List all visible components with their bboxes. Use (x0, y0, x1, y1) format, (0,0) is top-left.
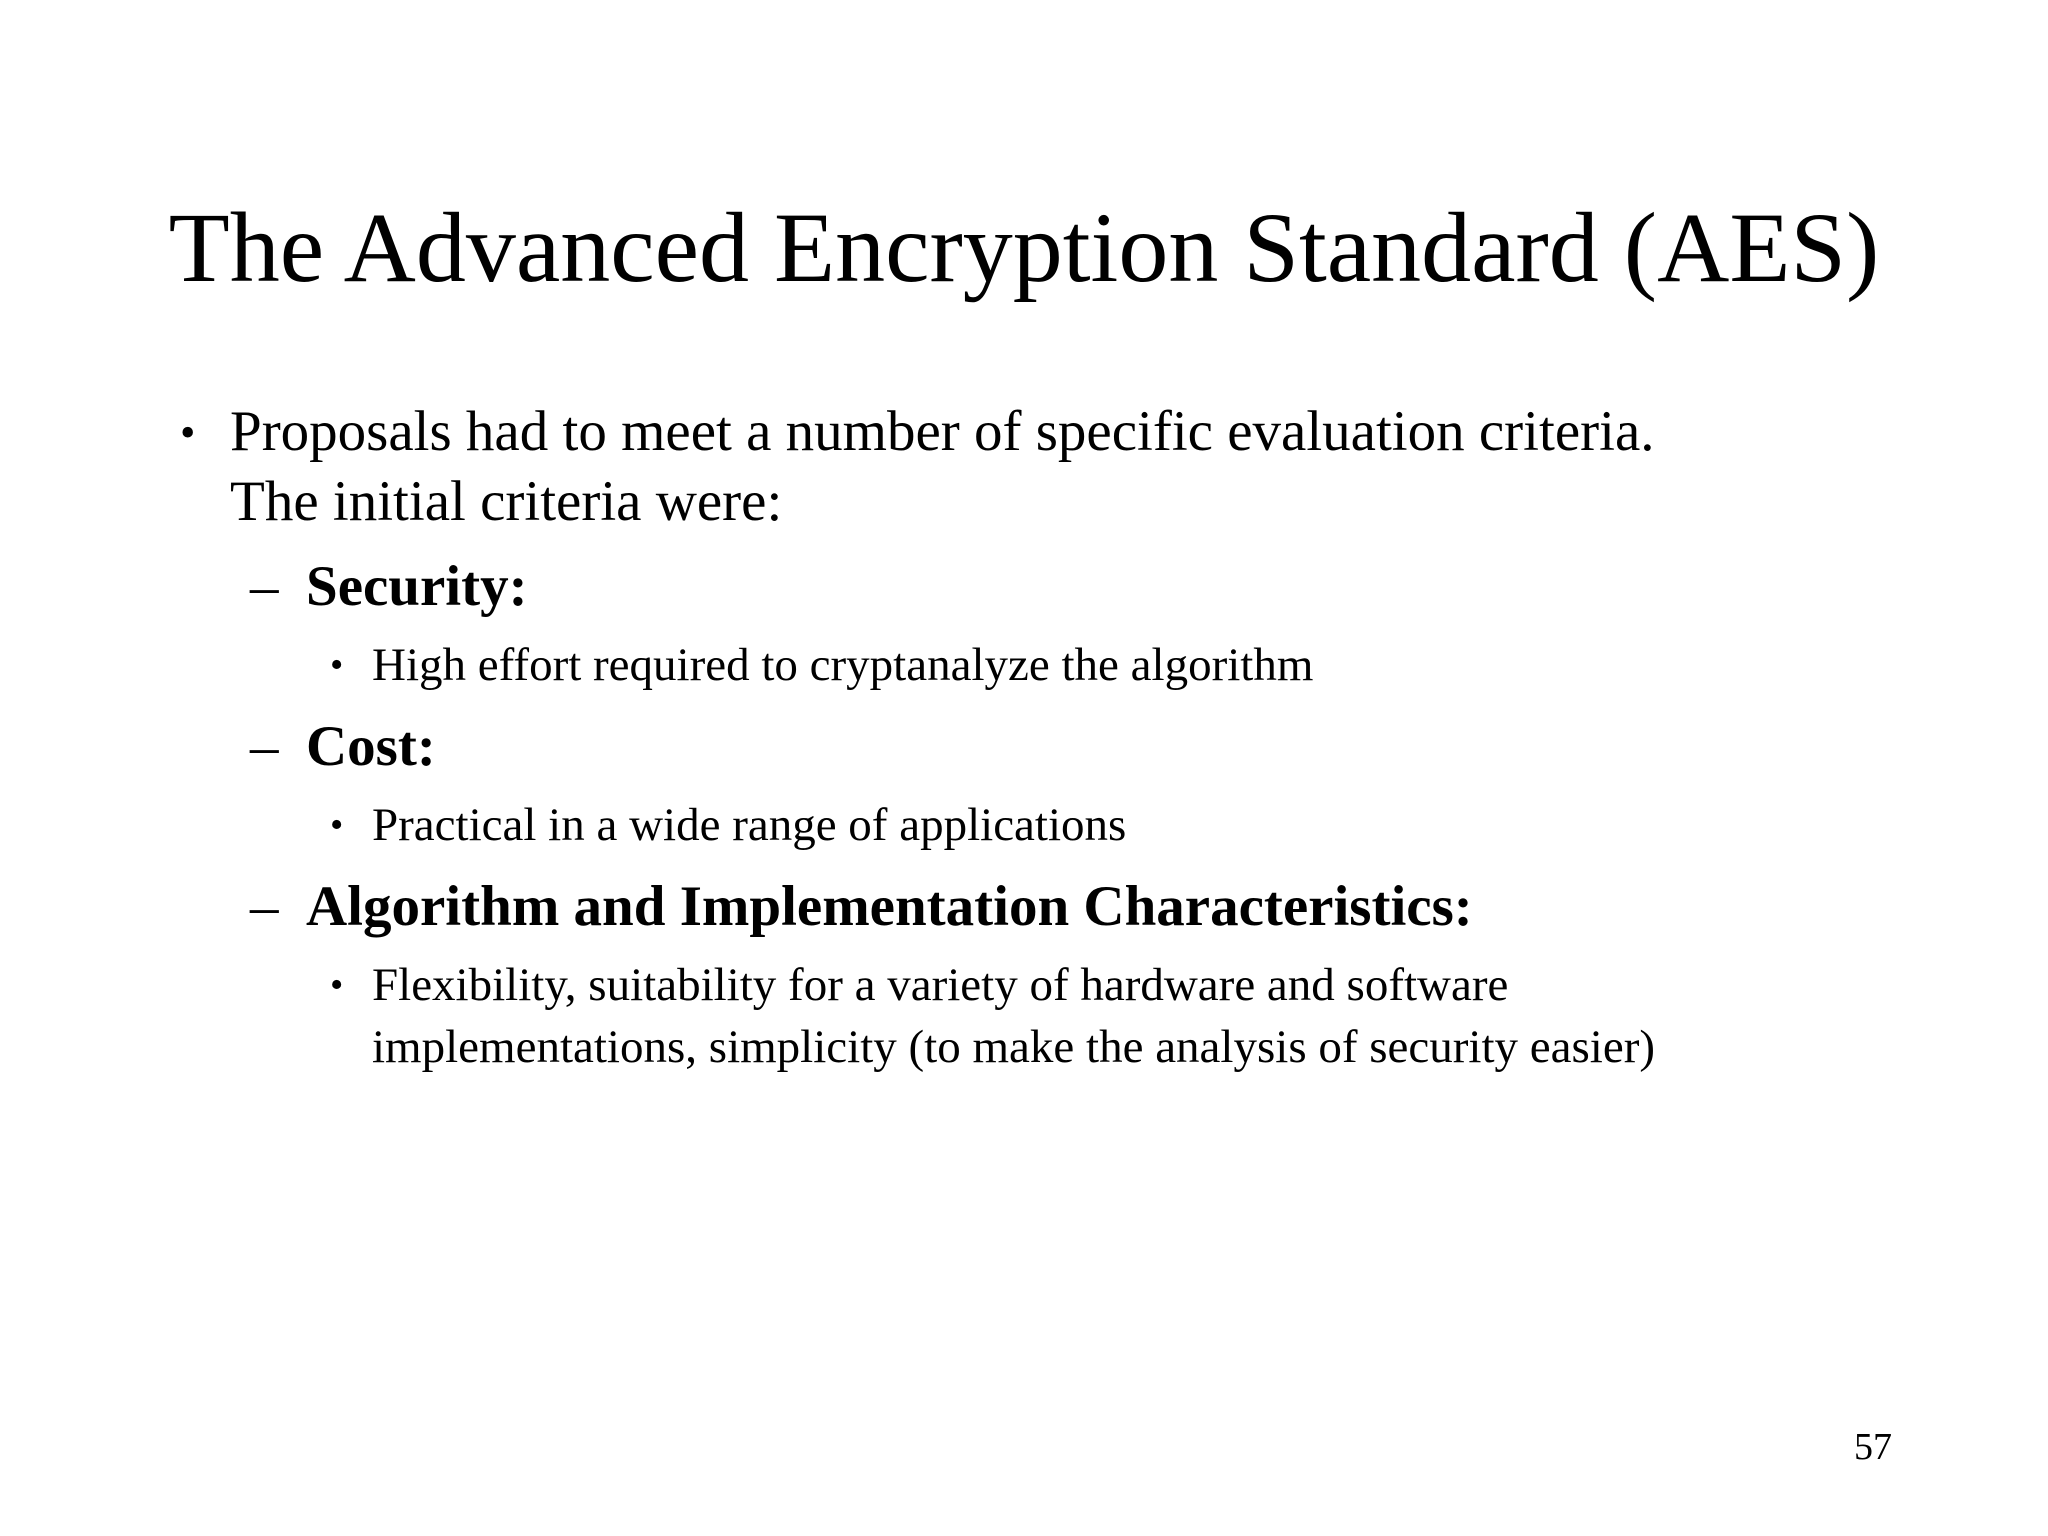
sub-bullet-marker: • (330, 644, 344, 686)
sub-bullet-marker: • (330, 804, 344, 846)
dash-marker-cost: – (250, 715, 279, 778)
criterion-heading-cost: Cost: (306, 715, 436, 778)
criterion-heading-security: Security: (306, 555, 528, 618)
criterion-detail-characteristics-line-1: Flexibility, suitability for a variety of hardware and software (372, 959, 1509, 1011)
sub-bullet-marker: • (330, 964, 344, 1006)
criterion-detail-characteristics-line-2: implementations, simplicity (to make the analysis of security easier) (372, 1021, 1656, 1073)
criterion-detail-cost: Practical in a wide range of applications (372, 799, 1127, 851)
bullet-marker: • (180, 408, 196, 457)
criterion-heading-characteristics: Algorithm and Implementation Characteristics: (306, 875, 1473, 938)
bullet-text-line-1: Proposals had to meet a number of specific evaluation criteria. (230, 400, 1655, 463)
dash-marker-characteristics: – (250, 875, 279, 938)
slide-title: The Advanced Encryption Standard (AES) (168, 192, 1880, 303)
dash-marker-security: – (250, 555, 279, 618)
page-number: 57 (1854, 1426, 1892, 1468)
criterion-detail-security: High effort required to cryptanalyze the algorithm (372, 639, 1314, 691)
bullet-text-line-2: The initial criteria were: (230, 470, 783, 533)
